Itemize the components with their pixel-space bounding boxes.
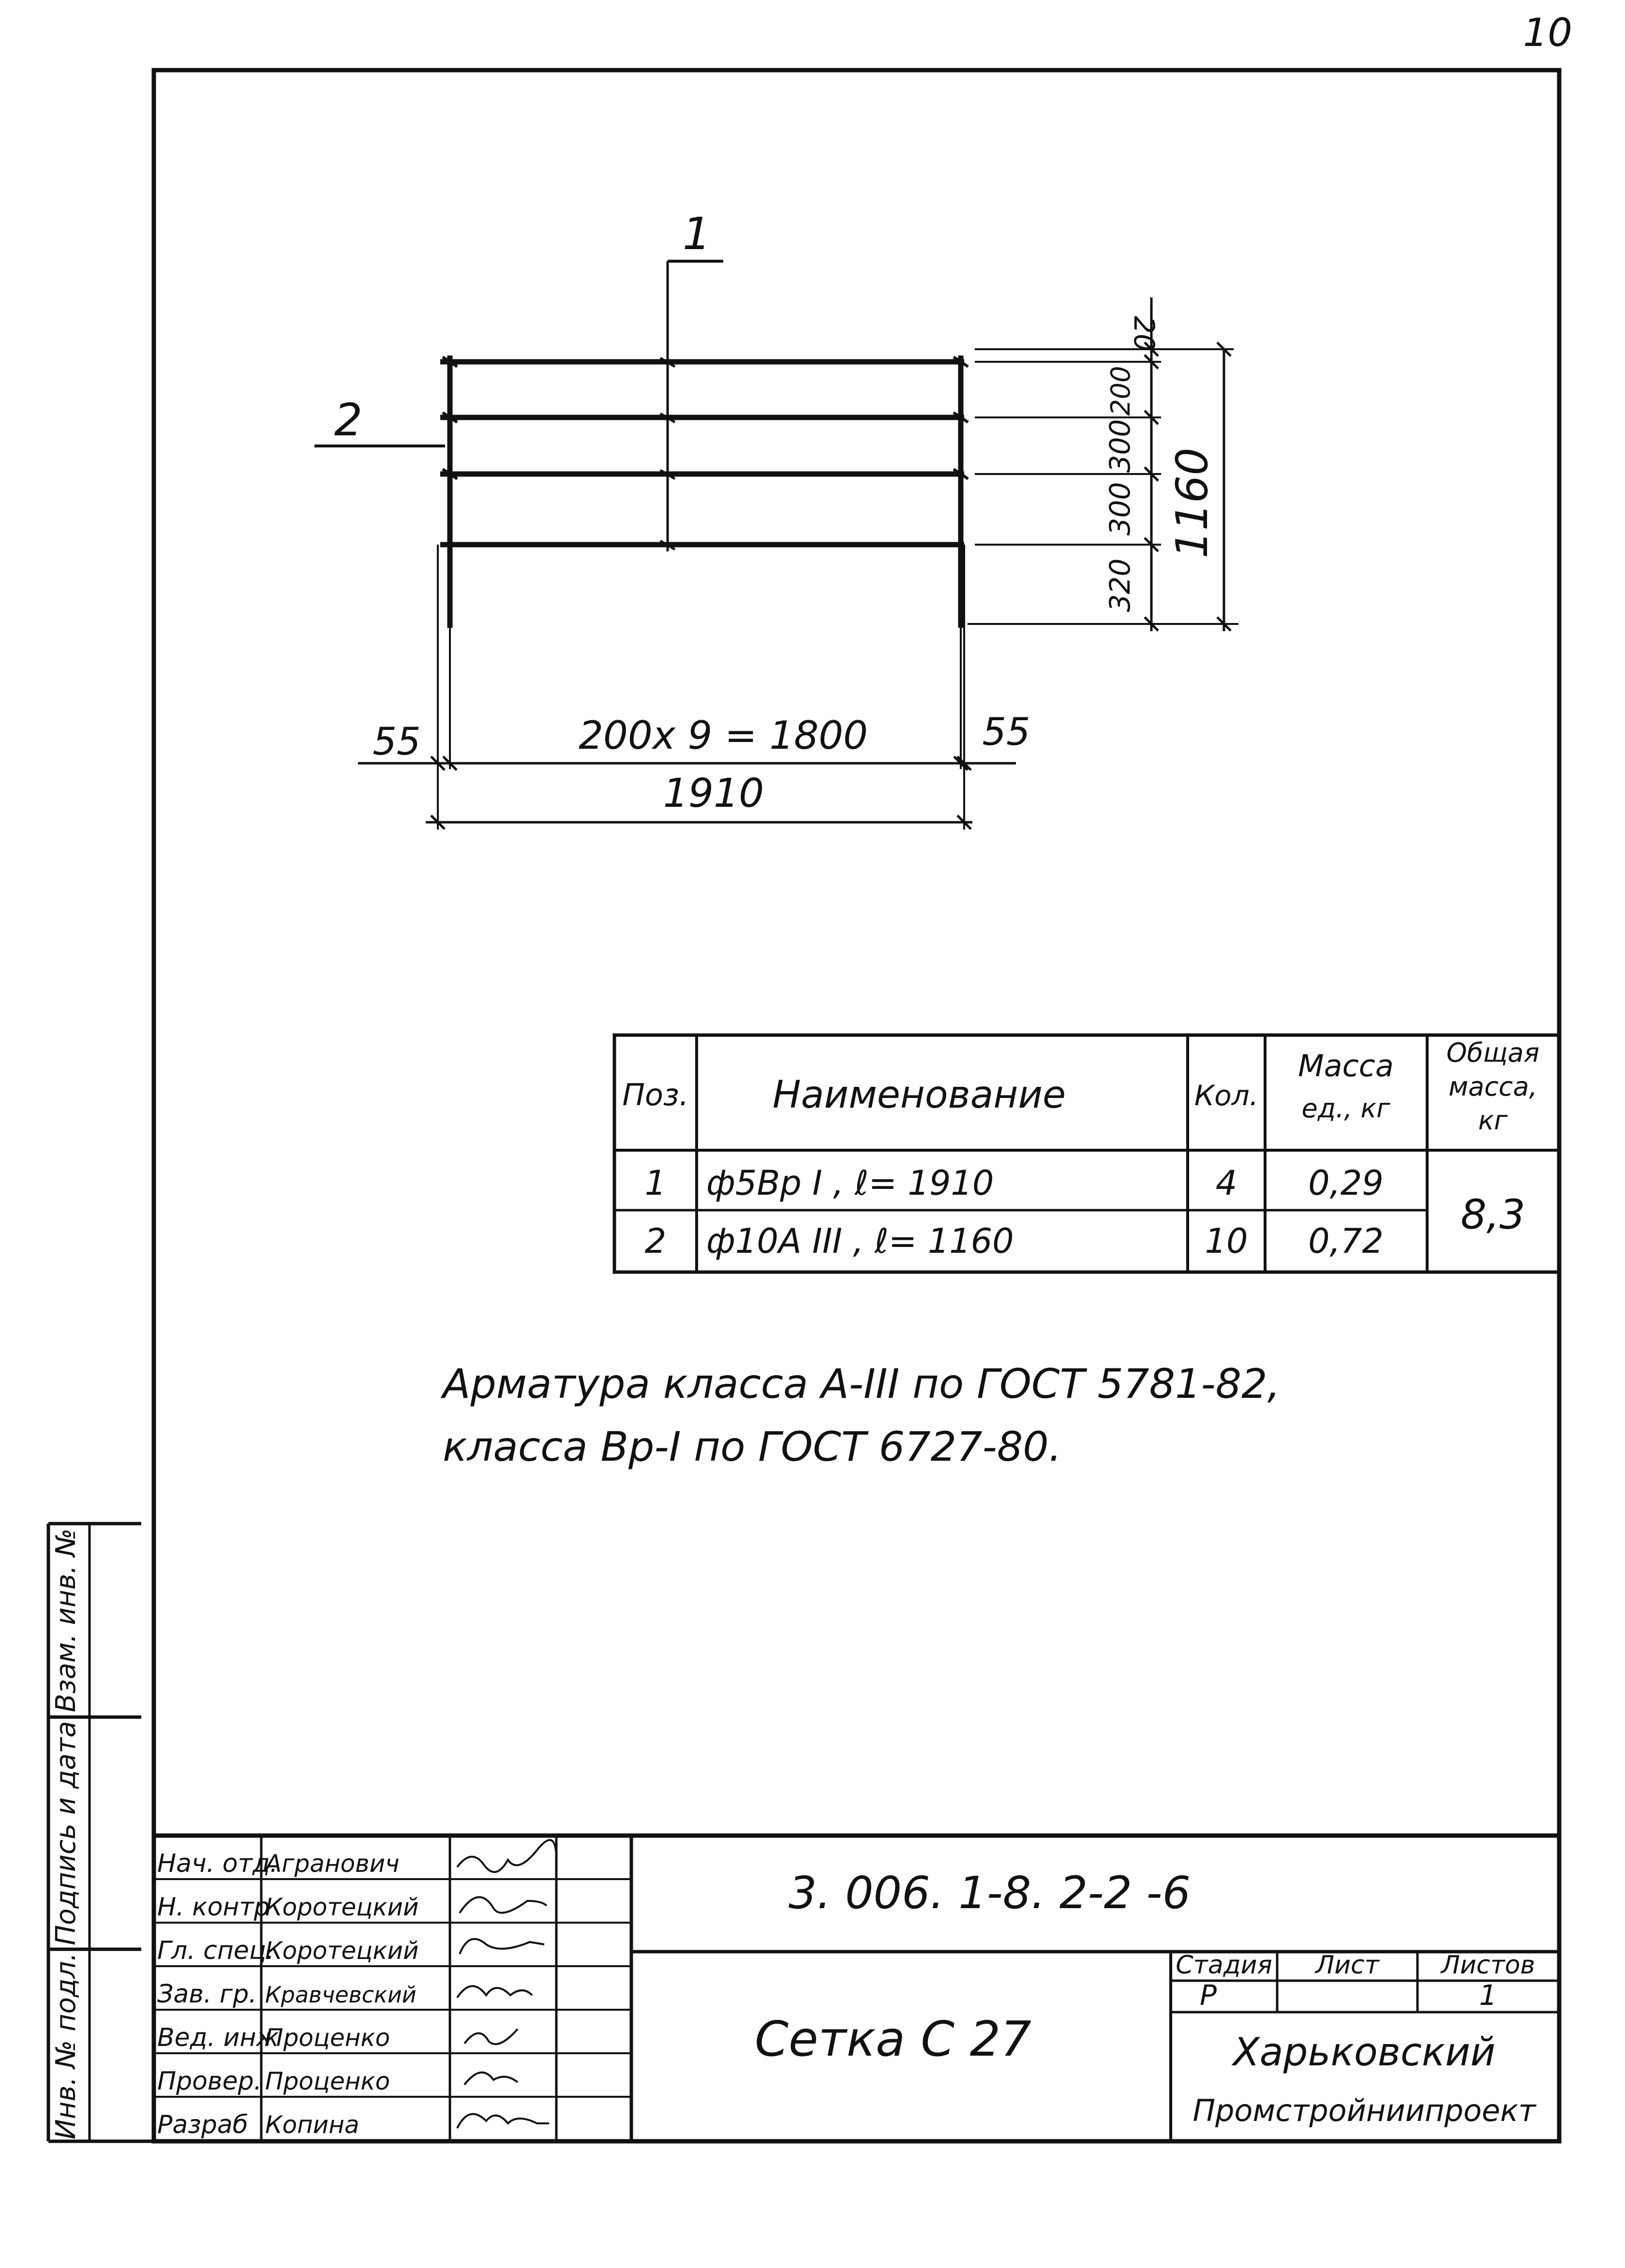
stage-value: Р [1200,1979,1217,2012]
header-name: Наименование [772,1073,1066,1117]
section-mark-1: 1 [682,208,711,260]
signatures [457,1840,556,2128]
role-7: Разраб [157,2110,248,2139]
dim-total-length: 1910 [663,771,764,816]
role-3: Гл. спец. [157,1936,274,1965]
name-3: Коротецкий [265,1937,419,1965]
header-qty: Кол. [1194,1079,1259,1112]
callout-mark-2: 2 [334,394,363,446]
stamp-inv-no: Инв. № подл. [50,1952,82,2140]
drawing-title: Сетка С 27 [755,2011,1031,2067]
dim-right-300-a: 300 [1103,419,1136,473]
organization-line-2: Промстройниипроект [1193,2093,1536,2128]
row1-unit-mass: 0,29 [1308,1163,1384,1203]
name-7: Копина [265,2111,359,2139]
page-number: 10 [1523,10,1572,55]
row2-qty: 10 [1205,1221,1248,1261]
role-4: Зав. гр. [157,1980,257,2009]
header-unit-mass-1: Масса [1298,1048,1394,1083]
role-2: Н. контр [157,1893,270,1922]
sheet-label: Лист [1315,1951,1379,1980]
total-mass-value: 8,3 [1461,1191,1525,1238]
row2-unit-mass: 0,72 [1308,1221,1384,1261]
note-line-2: класса Вр-I по ГОСТ 6727-80. [443,1423,1062,1470]
mesh-drawing [314,208,1238,830]
sheets-value: 1 [1479,1979,1497,2012]
header-total-mass-1: Общая [1446,1038,1540,1068]
spec-table [614,1035,1559,1272]
header-pos: Поз. [622,1077,689,1112]
row1-name: ф5Вр I , ℓ= 1910 [706,1163,994,1203]
role-6: Провер. [157,2067,262,2096]
stamp-signature-date: Подпись и дата [50,1721,82,1945]
row1-qty: 4 [1215,1163,1237,1203]
role-5: Вед. инж [157,2023,279,2052]
stage-label: Стадия [1176,1951,1272,1980]
name-4: Кравчевский [265,1982,417,2008]
header-total-mass-3: кг [1478,1105,1508,1136]
name-6: Проценко [265,2067,390,2095]
dim-right-20: 20 [1128,316,1161,352]
row1-pos: 1 [644,1163,667,1203]
stamp-replaced-inv-no: Взам. инв. № [50,1528,82,1713]
header-total-mass-2: масса, [1448,1071,1537,1102]
note-line-1: Арматура класса А-III по ГОСТ 5781-82, [443,1360,1281,1408]
organization-line-1: Харьковский [1233,2030,1496,2075]
dim-left-55: 55 [373,720,421,764]
header-unit-mass-2: ед., кг [1301,1093,1390,1124]
dim-right-300-b: 300 [1103,482,1136,536]
dim-right-55: 55 [982,711,1030,754]
name-2: Коротецкий [265,1893,419,1921]
dim-span: 200x 9 = 1800 [579,713,868,758]
title-block [154,1836,1559,2141]
document-code: 3. 006. 1-8. 2-2 -6 [789,1867,1191,1919]
row2-pos: 2 [644,1221,667,1261]
name-5: Проценко [265,2024,390,2052]
dim-right-320: 320 [1103,558,1136,612]
name-1: Агранович [265,1850,400,1878]
side-stamp [48,1524,154,2141]
dim-right-200: 200 [1105,366,1136,416]
dim-total-height: 1160 [1167,447,1218,559]
row2-name: ф10А III , ℓ= 1160 [706,1221,1014,1261]
role-1: Нач. отд. [157,1849,278,1878]
sheets-label: Листов [1441,1951,1536,1980]
